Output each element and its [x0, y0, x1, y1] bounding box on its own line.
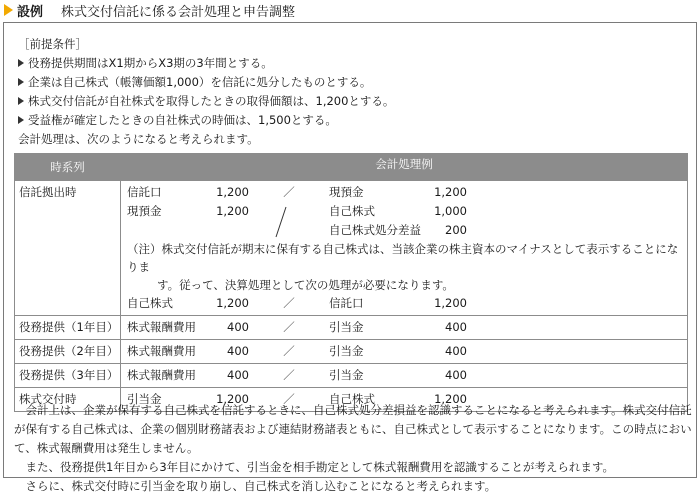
premise-item: 企業は自己株式（帳簿価額1,000）を信託に処分したものとする。: [18, 73, 686, 92]
debit-account: 信託口: [127, 185, 162, 199]
bullet-icon: [18, 97, 24, 105]
premise-item: 株式交付信託が自社株式を取得したときの取得価額は、1,200とする。: [18, 92, 686, 111]
journal-line: [127, 202, 681, 221]
journal-line: [127, 183, 681, 202]
note-line: （注）株式交付信託が期末に保有する自己株式は、当該企業の株主資本のマイナスとして表示することになりま: [127, 242, 679, 274]
paragraph-line: さらに、株式交付時に引当金を取り崩し、自己株式を消し込むことになると考えられます。: [14, 479, 497, 493]
column-header-period: 時系列: [15, 154, 121, 181]
journal-line: [127, 366, 681, 385]
credit-account: 引当金: [329, 344, 364, 358]
journal-table: [14, 153, 688, 412]
journal-line: [127, 342, 681, 361]
credit-account: 引当金: [329, 368, 364, 382]
table-row: [15, 340, 688, 364]
table-row: [15, 316, 688, 340]
debit-account: 株式報酬費用: [127, 344, 196, 358]
credit-account: 自己株式: [329, 204, 375, 218]
credit-account: 自己株式: [329, 392, 375, 406]
example-box: [3, 22, 697, 493]
debit-amount: 1,200: [216, 185, 249, 199]
paragraph-line: また、役務提供1年目から3年目にかけて、引当金を相手勘定として株式報酬費用を認識することが考えられます。: [14, 460, 614, 474]
credit-amount: 1,200: [434, 296, 467, 310]
debit-account: 株式報酬費用: [127, 320, 196, 334]
period-cell: 役務提供（3年目）: [15, 364, 121, 388]
period-cell: 信託拠出時: [15, 181, 121, 316]
credit-amount: 400: [445, 368, 467, 382]
premise-heading: ［前提条件］: [18, 37, 87, 51]
journal-line: [127, 294, 681, 313]
paragraph-line: て、株式報酬費用は発生しません。: [14, 441, 199, 455]
credit-account: 現預金: [329, 185, 364, 199]
table-row: [15, 181, 688, 316]
debit-amount: [207, 221, 249, 240]
entries-cell: [121, 316, 688, 340]
debit-amount: 400: [227, 344, 249, 358]
entries-cell: [121, 340, 688, 364]
period-cell: 株式交付時: [15, 388, 121, 412]
bullet-icon: [18, 78, 24, 86]
premise-item: 役務提供期間はX1期からX3期の3年間とする。: [18, 54, 686, 73]
slash-divider: ／: [283, 296, 295, 310]
credit-amount: 400: [445, 320, 467, 334]
slash-divider: ／: [283, 392, 295, 406]
credit-amount: 1,000: [434, 204, 467, 218]
table-header-row: [15, 154, 688, 181]
bullet-icon: [18, 59, 24, 67]
slash-spacer: [249, 221, 329, 240]
debit-amount: 1,200: [216, 204, 249, 218]
debit-account: 現預金: [127, 204, 162, 218]
period-cell: 役務提供（1年目）: [15, 316, 121, 340]
slash-divider: ／: [283, 344, 295, 358]
debit-account: [127, 221, 207, 240]
long-slash-divider: [273, 205, 289, 239]
journal-line: [127, 221, 681, 240]
paragraph-line: が保有する自己株式は、企業の個別財務諸表および連結財務諸表ともに、自己株式として表示することになります。この時点におい: [14, 422, 692, 436]
slash-spacer: [249, 202, 329, 221]
column-header-entries: 会計処理例: [121, 154, 688, 181]
credit-account: 引当金: [329, 320, 364, 334]
credit-account: 信託口: [329, 296, 364, 310]
journal-entry-block: [127, 183, 681, 240]
premise-section: [18, 35, 686, 149]
debit-amount: 400: [227, 320, 249, 334]
title-bar: [0, 0, 700, 20]
debit-amount: 400: [227, 368, 249, 382]
slash-divider: ／: [283, 185, 295, 199]
credit-amount: 1,200: [434, 392, 467, 406]
journal-line: [127, 318, 681, 337]
note-line: す。従って、決算処理として次の処理が必要になります。: [157, 278, 454, 292]
credit-amount: 200: [445, 223, 467, 237]
credit-amount: 1,200: [434, 185, 467, 199]
debit-account: 引当金: [127, 392, 162, 406]
debit-account: 自己株式: [127, 296, 173, 310]
credit-account: 自己株式処分差益: [329, 223, 421, 237]
debit-amount: 1,200: [216, 296, 249, 310]
triangle-marker-icon: [4, 4, 13, 16]
debit-account: 株式報酬費用: [127, 368, 196, 382]
page-title: 株式交付信託に係る会計処理と申告調整: [61, 4, 296, 20]
paragraph-line: 会計上は、企業が保有する自己株式を信託するときに、自己株式処分差損益を認識することになると考えられます。株式交付信託: [14, 403, 692, 417]
slash-divider: ／: [283, 320, 295, 334]
credit-amount: 400: [445, 344, 467, 358]
debit-amount: 1,200: [216, 392, 249, 406]
bullet-icon: [18, 116, 24, 124]
entries-cell: [121, 364, 688, 388]
explanation-section: [14, 401, 690, 496]
note-text: [127, 240, 681, 294]
lead-text: 会計処理は、次のようになると考えられます。: [18, 132, 259, 146]
entries-cell: [121, 181, 688, 316]
period-cell: 役務提供（2年目）: [15, 340, 121, 364]
table-row: [15, 364, 688, 388]
example-label: 設例: [17, 4, 44, 20]
slash-divider: ／: [283, 368, 295, 382]
premise-item: 受益権が確定したときの自社株式の時価は、1,500とする。: [18, 111, 686, 130]
